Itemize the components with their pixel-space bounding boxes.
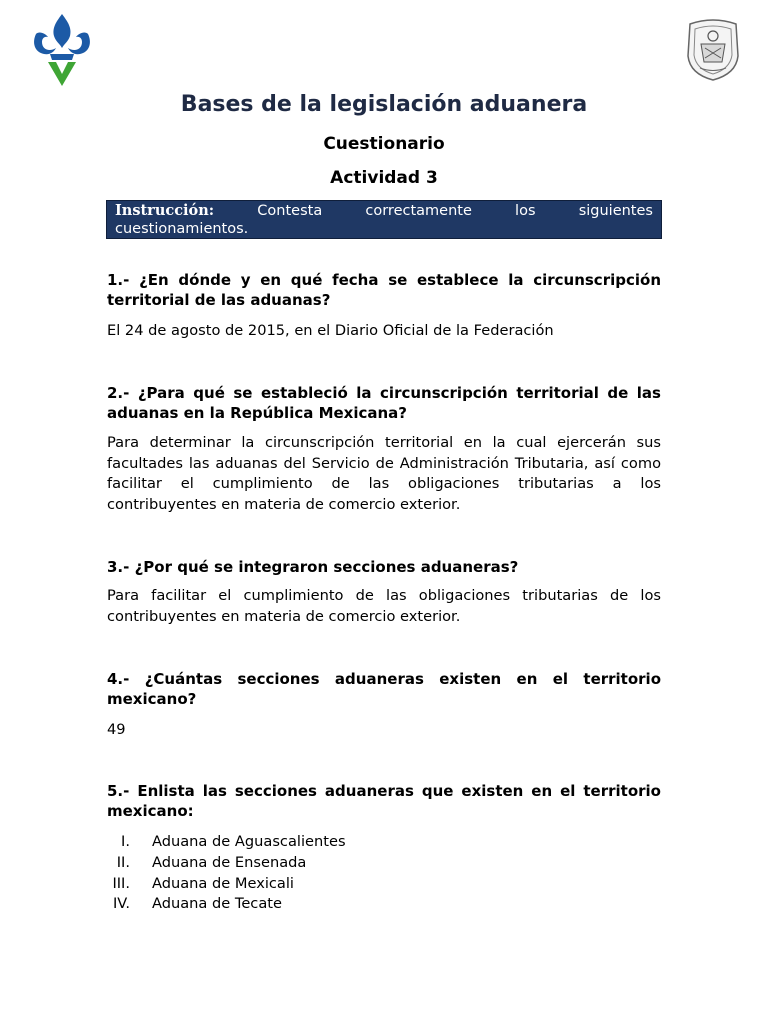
instruction-lead: Instrucción: <box>115 202 215 219</box>
list-item-number: IV. <box>112 895 130 913</box>
question-1: 1.- ¿En dónde y en qué fecha se establece la circunscripción territorial de las aduanas? <box>107 271 661 309</box>
list-item-text: Aduana de Mexicali <box>152 874 294 892</box>
answer-3: Para facilitar el cumplimiento de las obligaciones tributarias de los contribuyentes en materia de comercio exterior. <box>107 587 661 625</box>
document-subtitle: Cuestionario <box>323 134 445 154</box>
instruction-word: siguientes <box>578 203 653 219</box>
answer-2: Para determinar la circunscripción territorial en la cual ejercerán sus facultades las aduanas del Servicio de Administración Tributaria, así como facilitar el cumplimiento de las obligaciones tributarias a los contribuyentes en materia de comercio exterior. <box>107 434 661 513</box>
list-item-number: III. <box>112 874 130 892</box>
list-item <box>104 874 346 895</box>
list-item <box>104 894 346 915</box>
list-item-text: Aduana de Aguascalientes <box>152 833 346 850</box>
university-logo-icon <box>28 12 96 88</box>
list-item-text: Aduana de Ensenada <box>152 853 307 871</box>
answer-4: 49 <box>107 721 126 738</box>
activity-label: Actividad 3 <box>330 168 438 188</box>
document-title: Bases de la legislación aduanera <box>180 92 588 117</box>
list-item <box>104 832 346 853</box>
list-item-number: II. <box>116 853 130 871</box>
institutional-seal-icon <box>684 16 742 82</box>
list-item-number: I. <box>121 833 130 850</box>
instruction-word: Contesta <box>257 203 323 219</box>
answer-1: El 24 de agosto de 2015, en el Diario Oficial de la Federación <box>107 322 554 339</box>
instruction-word: correctamente <box>365 203 472 219</box>
customs-sections-list <box>104 832 346 915</box>
question-3: 3.- ¿Por qué se integraron secciones aduaneras? <box>107 558 519 576</box>
question-2: 2.- ¿Para qué se estableció la circunscripción territorial de las aduanas en la República Mexicana? <box>107 384 661 422</box>
question-4: 4.- ¿Cuántas secciones aduaneras existen en el territorio mexicano? <box>107 670 661 708</box>
instruction-word: los <box>515 203 536 219</box>
list-item <box>104 853 346 874</box>
instruction-tail: cuestionamientos. <box>115 221 249 237</box>
instruction-line <box>115 202 653 220</box>
instruction-box <box>106 200 662 239</box>
list-item-text: Aduana de Tecate <box>152 895 282 913</box>
question-5: 5.- Enlista las secciones aduaneras que existen en el territorio mexicano: <box>107 782 661 820</box>
